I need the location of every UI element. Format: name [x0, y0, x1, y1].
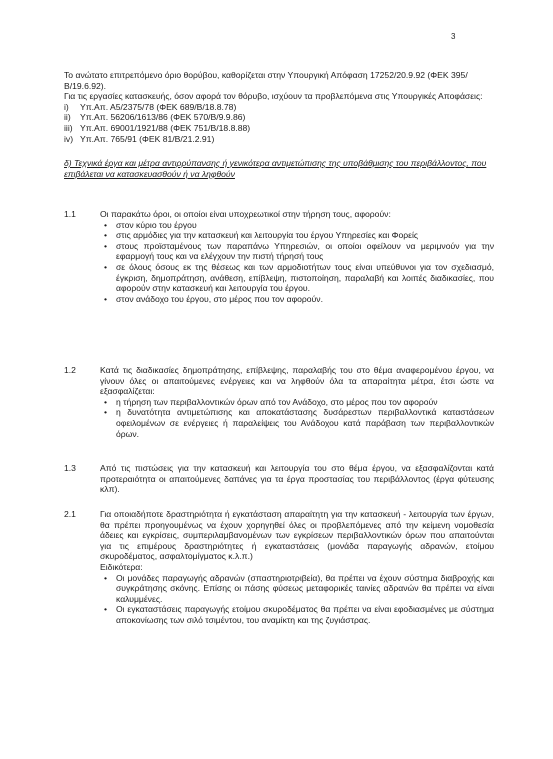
- decision-num: i): [64, 101, 69, 112]
- decision-num: iv): [64, 133, 74, 144]
- bullet-item: • στις αρμόδιες για την κατασκευή και λειτουργία του έργου Υπηρεσίες και Φορείς: [104, 230, 494, 241]
- noise-limit-paragraph: Το ανώτατο επιτρεπόμενο όριο θορύβου, καθορίζεται στην Υπουργική Απόφαση 17252/20.9.92 (ΦΕΚ 395/Β/19.6.92).: [64, 70, 468, 91]
- decision-item: [64, 123, 484, 134]
- clause-1-2: [64, 365, 494, 439]
- bullet-item: • στον κύριο του έργου: [104, 220, 494, 231]
- bullet-item: • η δυνατότητα αντιμετώπισης και αποκατάστασης δυσάρεστων περιβαλλοντικά καταστάσεων οφειλομένων σε ενέργειες ή παραλείψεις του Ανάδοχου κατά παράβαση των περιβαλλοντικών όρων.: [104, 407, 494, 439]
- construction-noise-paragraph: Για τις εργασίες κατασκευής, όσον αφορά τον θόρυβο, ισχύουν τα προβλεπόμενα στις Υπουργικές Αποφάσεις:: [64, 91, 483, 102]
- decision-num: iii): [64, 122, 73, 133]
- section-heading-d: δ) Τεχνικά έργα και μέτρα αντιρρύπανσης ή γενικότερα αντιμετώπισης της υποβάθμισης του περιβάλλοντος, που επιβάλεται να κατασκευασθούν ή να ληφθούν: [64, 158, 487, 179]
- intro-block: [64, 70, 484, 144]
- bullet-item: • Οι εγκαταστάσεις παραγωγής ετοίμου σκυροδέματος θα πρέπει να είναι εφοδιασμένες με σύστημα αποκονίωσης των σιλό τσιμέντου, του αναμίκτη και της ζυγιάστρας.: [104, 604, 494, 625]
- decision-item: [64, 112, 484, 123]
- clause-1-1: [64, 209, 494, 304]
- clause-text: Από τις πιστώσεις για την κατασκευή και λειτουργία του στο θέμα έργου, να εξασφαλίζονται κατά προτεραιότητα οι απαιτούμενες δαπάνες για τα έργα προστασίας του περιβάλλοντος (έργα φύτευσης κλπ).: [100, 463, 494, 495]
- clause-lead: Οι παρακάτω όροι, οι οποίοι είναι υποχρεωτικοί στην τήρηση τους, αφορούν:: [100, 209, 391, 219]
- decision-text: Υπ.Απ. 69001/1921/88 (ΦΕΚ 751/Β/18.8.88): [80, 122, 251, 133]
- clause-subheading: Ειδικότερα:: [100, 561, 143, 572]
- clause-number: 1.2: [64, 365, 76, 375]
- bullet-item: • στον ανάδοχο του έργου, στο μέρος που τον αφορούν.: [104, 294, 494, 305]
- decision-num: ii): [64, 112, 71, 123]
- page-number: 3: [451, 32, 456, 41]
- clause-number: 1.3: [64, 463, 76, 473]
- bullet-item: • στους προϊσταμένους των παραπάνω Υπηρεσιών, οι οποίοι οφείλουν να μεριμνούν για την εφαρμογή τους και να ελέγχουν την πιστή τήρησή τους: [104, 241, 494, 262]
- clause-2-1: [64, 509, 494, 626]
- clause-1-3: [64, 463, 494, 495]
- clause-number: 2.1: [64, 509, 76, 519]
- decision-text: Υπ.Απ. 765/91 (ΦΕΚ 81/Β/21.2.91): [80, 133, 215, 144]
- decision-text: Υπ.Απ. Α5/2375/78 (ΦΕΚ 689/Β/18.8.78): [80, 101, 237, 112]
- bullet-item: • σε όλους όσους εκ της θέσεως και των αρμοδιοτήτων τους είναι υπεύθυνοι για τον σχεδιασμό, έγκριση, δημοπράτηση, ανάθεση, επίβλεψη, πιστοποίηση, παραλαβή και λοιπές διαδικασίες, που αφορούν στην κατασκευή και λειτουργία του έργου.: [104, 262, 494, 294]
- clause-number: 1.1: [64, 209, 76, 219]
- clause-lead: Κατά τις διαδικασίες δημοπράτησης, επίβλεψης, παραλαβής του στο θέμα αναφερομένου έργου, να γίνουν όλες οι απαιτούμενες ενέργειες και να ληφθούν όλα τα απαραίτητα μέτρα, έτσι ώστε να εξασφαλίζεται:: [100, 365, 494, 397]
- bullet-item: • Οι μονάδες παραγωγής αδρανών (σπαστηριοτριβεία), θα πρέπει να έχουν σύστημα διαβροχής και συγκράτησης σκόνης. Επίσης οι πάσης φύσεως μεταφορικές ταινίες αδρανών θα πρέπει να είναι καλυμμένες.: [104, 573, 494, 605]
- decision-item: [64, 102, 484, 113]
- decision-text: Υπ.Απ. 56206/1613/86 (ΦΕΚ 570/Β/9.9.86): [80, 112, 246, 123]
- bullet-item: • η τήρηση των περιβαλλοντικών όρων από τον Ανάδοχο, στο μέρος που τον αφορούν: [104, 397, 494, 408]
- clause-lead: Για οποιαδήποτε δραστηριότητα ή εγκατάσταση απαραίτητη για την κατασκευή - λειτουργία των έργων, θα πρέπει προηγουμένως να έχουν χορηγηθεί όλες οι προβλεπόμενες από την κείμενη νομοθεσία άδειες και εγκρίσεις, συμπεριλαμβανομένων των εγκρίσεων περιβαλλοντικών όρων που απαιτούνται για τις επιμέρους δραστηριότητες ή εγκαταστάσεις (μονάδα παραγωγής αδρανών, ετοίμου σκυροδέματος, ασφαλτομίγματος κ.λ.π.): [100, 509, 494, 562]
- decision-item: [64, 134, 484, 145]
